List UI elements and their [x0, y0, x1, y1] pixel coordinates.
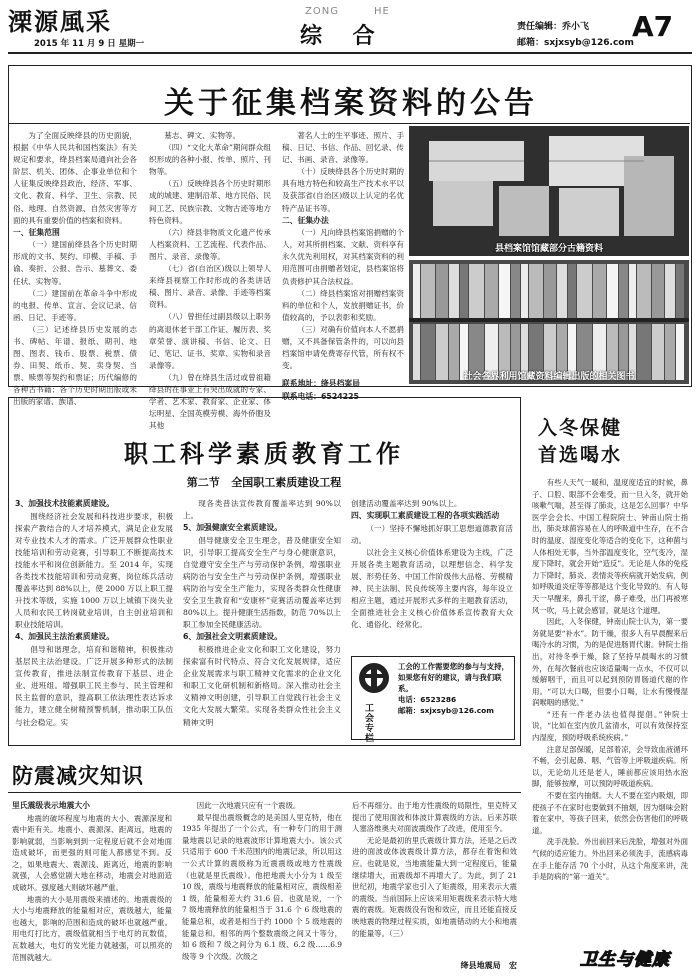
book-spine — [460, 264, 468, 318]
archive-books-illustration — [409, 126, 689, 256]
book-spine — [577, 264, 592, 318]
workers-col-3 — [351, 498, 513, 631]
paragraph: 倡导健康安全卫生理念，普及健康安全知识，引导职工提高安全生产与身心健康意识，自觉遵守安全生产与劳动保护条例，增强职业病防治与安全生产与劳动保护条例，增强职业病防治与安全生产能力，实现各类群众性健康安全卫生教育和“安康杯”竞赛活动覆盖率达到 80%以上。提升健康生活指数，防范 70%以上职工参加全民健康活动。 — [183, 535, 341, 630]
paragraph: 地震的大小是用震级来描述的。地震震级的大小与地震释放的能量相对应，震级越大，能量也越大，影响的范围和造成的破坏也就越严重。用电灯打比方，震级值就相当于电灯的瓦数值，瓦数越大，电灯的发光能力就越强，可以照亮的范围就越大。 — [12, 894, 172, 962]
masthead — [0, 0, 700, 56]
paragraph: 以社会主义核心价值体系建设为主线，广泛开展各类主题教育活动，以理想信念、科学发展、形势任务、中国工作阶级伟大品格、劳模精神、民主法制、民良传统等主要内容，每年设立相应主题，通过开展形式多样的主题教育活动，全面推进社会主义核心价值体系宣传教育大众化、通俗化、经常化。 — [351, 547, 513, 630]
section-heading: 里氏震级表示地震大小 — [12, 801, 90, 810]
health-column-logo: 卫生与健康 — [580, 950, 670, 970]
union-email-label: 邮箱： — [398, 706, 421, 715]
paragraph: 著名人士的生平事迹、照片、手稿、日记、书信、作品、回忆录、传记、书画、录音、录像等。 — [282, 131, 404, 165]
email-address[interactable]: sxjxsyb@126.com — [544, 38, 634, 48]
paragraph: （十）反映绛县各个历史时期的具有地方特色和较高生产技术水平以及获部省(自治区)级以上认定的名优特产品证书等。 — [282, 167, 404, 213]
winter-title-line-1: 入冬保健 — [538, 417, 623, 439]
workers-col-2 — [183, 498, 341, 729]
paragraph: （三）对确有价值向本人不愿捐赠，又不具备保管条件的，可以向县档案馆申请免费寄存代管，所有权不变。 — [282, 324, 404, 371]
contact-phone-label: 联系电话： — [282, 391, 321, 401]
section-heading: 四、实现职工素质建设工程的各项实践活动 — [351, 511, 500, 521]
quake-article — [8, 752, 521, 976]
archive-shelf-caption: 社会各界利用馆藏资料编辑出版的相关图书 — [463, 372, 635, 382]
book-spine — [665, 264, 675, 318]
paragraph: “还有一件老办法也值得提倡。”钟院士说，“比如在室内放几盆清水，可以有效保持室内湿度，预防呼吸系统疾病。” — [532, 709, 688, 743]
section-pinyin-left: ZONG — [305, 6, 339, 17]
book-spine — [436, 264, 448, 318]
paragraph: （二）绛县档案馆对捐赠档案资料的单位和个人，发放捐赠证书，价值较高的，予以表彰和奖励。 — [282, 288, 404, 322]
paragraph: （八）曾担任过副县级以上职务的离退休老干部工作证、履历表、奖章荣誉、演讲稿、书信、论文、日记、笔记、证书、奖章、实物和录音录像等。 — [149, 312, 271, 370]
book-spine — [557, 264, 567, 318]
book-spine — [629, 264, 636, 318]
paragraph: 积极推进企业文化和职工文化建设，努力探索富有时代特点、符合文化发展规律，适应企业发展需求与职工精神文化需求的企业文化和职工文化研机制和新格局。深入推动社会主义精神文明创建，引导职工自觉践行社会主义文化大发展大繁荣。实现各类群众性社会主义精神文明 — [183, 644, 341, 727]
quake-byline: 绛县地震局 宏 — [460, 961, 517, 970]
quake-col-3 — [352, 800, 517, 939]
paper-name: 溧源風采 — [8, 7, 112, 36]
archive-title-rule — [9, 123, 690, 124]
paragraph: 有些人天气一暖和，温度度适宜的时候，鼻子、口腔、眼部不会难受，而一旦入冬，就开始咳嗽气喘，甚至得了肺炎，这是怎么回事？中华医学会会长、中国工程院院士、钟南山院士指出，肺炎球菌容易在人的呼吸道中生存，在不合时的温度、湿度变化等适合的变化下，这种菌与人体相处无事，当外部温度变化，空气变冷，湿度下降时，就会开始“造反”。无论是人体的免疫力下降时，肺炎、表情炎等疾病就开始发病，例如呼吸道炎症等等都是这个变化导致的。有人每天一早醒来，鼻孔干涩，鼻子难受，出门再被寒风一吹，马上就会感冒，就是这个道理。 — [532, 478, 688, 615]
paragraph: 墓志、碑文、实物等。 — [164, 131, 241, 140]
union-phone-label: 电话： — [398, 695, 421, 704]
book-spine — [544, 264, 556, 318]
paragraph: （一）建国前绛县各个历史时期形成的文书、契约、印模、手稿、手谕、奏折、公报、告示、墓葬文、委任状、实物等。 — [13, 240, 137, 286]
book-spine — [619, 264, 628, 318]
paragraph: 创建活动覆盖率达到 90%以上。 — [351, 499, 462, 508]
email-label: 邮箱： — [517, 38, 545, 48]
paragraph: 后不再细分。由于地方性震级的局限性，里克特又提出了使用面波和体波计算震级的方法。后来苏联人塞洛维奥夫对面波震级作了改进，使用至今。 — [352, 801, 517, 834]
union-logo — [355, 660, 393, 744]
issue-date: 2015 年 11 月 9 日 星期一 — [34, 39, 145, 49]
paragraph: 因此，入冬保健，钟南山院士认为，第一要务就是要“补水”。防干燥，很多人有早晨醒来后喝冷水的习惯，为的是促进肠胃代谢。钟院士指出，对待冬季干燥，除了坚持早晨喝水的习惯外，在每次餐前也应该适量喝一点水，不仅可以缓解咽干，而且可以起到预防胃肠道代谢的作用。“可以大口喝，但要小口喝，让水有慢慢湿润喉咽的感觉。” — [532, 617, 688, 708]
book-spine — [652, 264, 664, 318]
contact-address-value: 绛县档案局 — [320, 379, 360, 389]
workers-article — [8, 397, 521, 746]
section-pinyin-right: HE — [374, 6, 390, 17]
paragraph: 因此一次地震只应有一个震级。 — [196, 801, 301, 810]
quake-title: 防震减灾知识 — [12, 763, 144, 788]
contact-phone-value: 6524225 — [320, 391, 359, 401]
archive-title: 关于征集档案资料的公告 — [164, 86, 538, 121]
section-name: 综 合 — [300, 23, 375, 49]
section-heading: 4、加强民主法治素质建设。 — [15, 632, 114, 642]
quake-title-rule — [8, 792, 521, 793]
paragraph: （三）记述绛县历史发展的志书、碑帖、年谱、报纸、期刊、地图、图表、钱币、股票、税票、债券、田契、纸币、契、卖身契、当票、赎票等契约和票证；历代编修的各种古书籍；各个历史时期出版或未出版的家谱、族谱、 — [13, 324, 137, 407]
archive-col-2 — [149, 130, 271, 432]
paragraph: 无论是最初的里氏震级计算方法，还是之后改进的面波或体波震级计算方法，都存在着饱和效应。也就是说，当地震能量大到一定程度后，能量继续增大，而震级却不再增大了。为此，到了 21 世纪初，地震学家也引入了矩震级，用来表示大震的震级。当前国际上应该采用矩震级来表示特大地震的震级。矩震级没有饱和效应，而且还能直接反映地震的物理过程实质，如地震错动的大小和地震的能量等。（三） — [352, 835, 517, 938]
paragraph: （五）反映绛县各个历史时期形成的城建、建制沿革、地方民俗、民间工艺、民族宗教、文物古迹等地方特色资料。 — [149, 179, 271, 225]
book-spine — [568, 264, 576, 318]
quake-col-2 — [182, 800, 342, 962]
book-spine — [421, 264, 435, 318]
contact-address — [282, 378, 404, 391]
paragraph: （六）绛县非物质文化遗产传承人档案资料、工艺流程、代表作品、图片、录音、录像等。 — [149, 227, 271, 261]
contact-address-label: 联系地址： — [282, 379, 321, 389]
paragraph: 地震的破坏程度与地震的大小、震源深度和震中距有关。地震小、震源深、距离远，地震的影响就弱，当影响到到一定程度后就不会对地面造成破坏，而更强的则可能人都感觉不到。反之，如果地震大、震源浅、距离近，地震的影响就强，人会感觉剧大地在移动，地震会对地面造成破坏。强度越大则破坏越严重。 — [12, 813, 172, 893]
page-number: A7 — [632, 10, 674, 43]
union-email — [398, 705, 512, 716]
archive-col-1 — [13, 130, 137, 409]
paragraph: （一）坚持不懈地抓好职工思想道德教育活动。 — [351, 523, 513, 545]
paragraph: 围绕经济社会发展和科技进步要求，积极探索产教结合的人才培养模式，满足企业发展对专业技术人才的需求。广泛开展群众性职业技能培训和劳动竞赛，引导职工不断提高技术技能水平和岗位创新能力。至 2014 年，实现各类技术技能培训和劳动竞赛，岗位练兵活动覆盖率达到 88%以上，使 2000 万以上职工提升技术等级，实施 1000 万以上城镇下岗失业人员和农民工转岗就业培训，自主创业培训和职业技能培训。 — [15, 511, 173, 630]
winter-article — [528, 397, 692, 975]
paragraph: 洗手洗脸。外出前回来后洗脸，增强对外面气候的适应能力。外出回来必须洗手，流感病毒在手上能存活 70 个小时，从这个角度来讲，洗手是防病的“第一道关”。 — [532, 837, 688, 882]
book-spine — [413, 264, 420, 318]
paragraph: 现各类普法宣传教育覆盖率达到 90%以上。 — [183, 499, 341, 521]
book-spine — [637, 264, 651, 318]
union-column-body — [398, 661, 512, 716]
union-column-label: 工会专栏 — [364, 704, 388, 744]
paragraph: 注意足部保暖，足部着凉，会导致血液循环不畅，会引起鼻、咽、气管等上呼吸道疾病。所以，无论幼儿还是老人，睡前都应该用热水泡脚，能够按摩，可以预防呼吸道疾病。 — [532, 744, 688, 789]
section-heading: 6、加强社会文明素质建设。 — [183, 632, 282, 642]
archive-shelf-illustration — [409, 260, 689, 384]
editor-name: 乔小飞 — [562, 22, 590, 32]
book-spine — [449, 264, 459, 318]
editor-line — [517, 19, 589, 32]
paragraph: （一）凡向绛县档案馆捐赠的个人，对其所捐档案、文献、资料享有永久优先利用权，对其档案资料的利用范围可由捐赠者划定，县档案馆将负责修护其合法权益。 — [282, 228, 404, 286]
union-phone-value: 6523286 — [420, 695, 457, 704]
section-heading: 5、加强健康安全素质建设。 — [183, 523, 282, 533]
masthead-rule — [8, 52, 692, 54]
paragraph: 为了全面反映绛县的历史面貌，根据《中华人民共和国档案法》有关规定和要求，绛县档案局通向社会各阶层、机关、团体、企事业单位和个人征集反映绛县政治、经济、军事、文化、教育、科学、卫生、宗教、民俗、地理、自然资源、自然灾害等方面的具有重要价值的档案和资料。 — [13, 131, 137, 225]
book-spine — [485, 264, 498, 318]
section-heading: 3、加强技术技能素质建设。 — [15, 499, 114, 508]
paragraph: （七）省(自治区)级以上领导人来绛县视察工作时形成的各类讲话稿、图片、录音、录像、手迹等档案资料。 — [149, 264, 271, 310]
union-email-value[interactable]: sxjxsyb@126.com — [420, 706, 494, 715]
book-spine — [593, 264, 606, 318]
section-heading: 一、征集范围 — [13, 227, 60, 237]
archive-books-caption: 县档案馆馆藏部分古籍资料 — [494, 244, 603, 254]
paragraph: （四）“文化大革命”期间群众组织形成的各种小报、传单、照片、刊物等。 — [149, 143, 271, 177]
union-invite-text: 工会的工作需要您的参与与支持，如果您有好的建议，请与我们联系。 — [398, 662, 509, 693]
paragraph: （九）曾在绛县生活过或曾祖籍绛县的在事业上有突出成就的专家、学者、艺术家、教育家、企业家、体坛明星、全国英模劳模、海外侨胞及其他 — [149, 372, 271, 431]
book-spine — [499, 264, 510, 318]
book-spine — [607, 264, 618, 318]
book-spine — [529, 264, 543, 318]
email-line — [517, 35, 634, 48]
paragraph: 不要在室内抽烟。大人不要在室内吸烟，即使孩子不在家时也要做到不抽烟，因为烟味会附着在家中，等孩子回来，依然会伤害他们的呼吸道。 — [532, 791, 688, 835]
archive-shelf-photo — [409, 260, 689, 384]
paragraph: （二）建国前在革命斗争中形成的电报、传单、宣言、会议记录、信函、日记、手迹等。 — [13, 288, 137, 322]
workers-subtitle: 第二节 全国职工素质建设工程 — [186, 476, 342, 489]
union-phone — [398, 694, 512, 705]
book-spine — [511, 264, 520, 318]
book-spine — [676, 264, 684, 318]
archive-col-3 — [282, 130, 404, 403]
editor-label: 责任编辑： — [517, 22, 563, 32]
winter-title-line-2: 首选喝水 — [538, 444, 623, 466]
book-spine — [469, 264, 484, 318]
section-heading: 二、征集办法 — [282, 215, 329, 225]
paragraph: 倡导和谐理念，培育和谐精神，积极推动基层民主法治建设。广泛开展多种形式的法制宣传教育，推进法制宣传教育下基层、进企业、进班组。增强职工民主参与、民主管理和民主监督的意识，提高职工依法理性表达诉求能力，建立健全树精预警机制，推动职工队伍与社会稳定。实 — [15, 644, 173, 727]
union-column-box — [351, 656, 515, 744]
workers-col-1 — [15, 498, 173, 729]
winter-body — [532, 477, 688, 883]
quake-col-1 — [12, 800, 172, 963]
archive-books-photo — [409, 126, 689, 256]
book-spine — [521, 264, 528, 318]
union-emblem-icon — [355, 660, 393, 700]
paragraph: 最早提出震级概念的是美国人里克特，他在 1935 年提出了一个公式，有一种专门的用于测量地震以记录的地震波形计算地震大小。该公式只适用于 600 千米范围内的地震记录，所以用这一公式计算的震级称为近震震级或地方性震级（也就是里氏震级）。他把地震大小分为 1 级至 10 级，震级与地震释放的能量相对应，震级相差 1 级，能量相差大约 31.6 倍。也就是说，一个 7 级地震释放的能量相当于 31.6 个 6 级地震的能量总和，或者是相当于约 1000 个 5 级地震的能量总和。相邻的两个整数震级之间又十等分，如 6 级和 7 级之间分为 6.1 级、6.2 级……6.9 级等 9 个次级。次级之 — [182, 812, 342, 961]
workers-title: 职工科学素质教育工作 — [124, 439, 404, 468]
